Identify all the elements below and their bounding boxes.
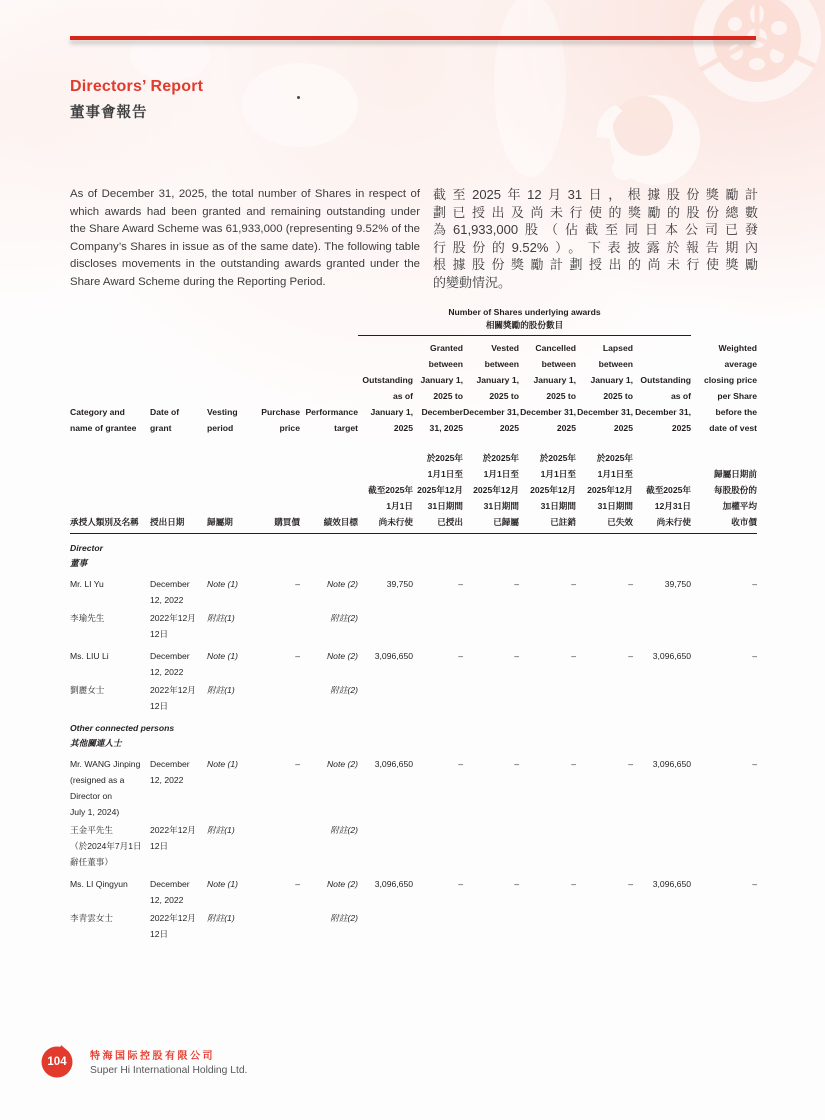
company-name-en: Super Hi International Holding Ltd. xyxy=(90,1064,248,1076)
intro-paragraph-zh xyxy=(433,186,758,291)
table-cell xyxy=(413,908,463,942)
grantee-row-en xyxy=(70,750,757,820)
company-name-zh: 特海国际控股有限公司 xyxy=(90,1050,215,1062)
header-rule xyxy=(70,36,756,40)
value-cell: – xyxy=(628,651,633,661)
purchase-price: – xyxy=(295,651,300,661)
performance-target: Note (2) xyxy=(326,879,358,889)
table-cell xyxy=(691,820,757,870)
paragraph-line: discloses movements in the outstanding awards granted under the xyxy=(70,258,420,270)
value-cell: – xyxy=(514,879,519,889)
span-header-en: Number of Shares underlying awards xyxy=(448,307,601,317)
performance-target: Note (2) xyxy=(326,579,358,589)
paragraph-line: 截至2025年12月31日，根據股份獎勵計 xyxy=(433,187,758,202)
col-header-purchase-price: Purchase price 購買價 xyxy=(248,336,300,534)
value-cell: – xyxy=(752,651,757,661)
span-header xyxy=(358,306,691,336)
table-cell xyxy=(463,820,519,870)
vesting-period-zh: 附註(1) xyxy=(207,685,235,695)
value-cell: – xyxy=(628,759,633,769)
table-cell xyxy=(519,680,576,714)
table-cell xyxy=(691,608,757,642)
value-cell: – xyxy=(571,759,576,769)
table-cell xyxy=(358,908,413,942)
date-of-grant-zh: 2022年12月 12日 xyxy=(150,825,196,851)
grantee-name: Ms. LI Qingyun xyxy=(70,879,128,889)
paragraph-line: 為61,933,000股（佔截至同日本公司已發 xyxy=(433,222,758,237)
table-cell xyxy=(463,680,519,714)
awards-table xyxy=(70,306,757,942)
company-block xyxy=(90,1047,247,1076)
paragraph-line: the Share Award Scheme was 61,933,000 (representing 9.52% of the xyxy=(70,223,420,235)
vesting-period: Note (1) xyxy=(207,759,239,769)
table-cell xyxy=(576,608,633,642)
grantee-name-zh: 李青雲女士 xyxy=(70,913,113,923)
purchase-price: – xyxy=(295,579,300,589)
table-cell xyxy=(248,908,300,942)
date-of-grant: December 12, 2022 xyxy=(150,651,190,677)
value-cell: 3,096,650 xyxy=(374,759,413,769)
value-cell: – xyxy=(571,879,576,889)
paragraph-line: which awards had been granted and remaining outstanding under xyxy=(70,205,420,218)
grantee-row-en xyxy=(70,642,757,680)
span-header-zh: 相關獎勵的股份數目 xyxy=(485,320,564,330)
grantee-row-zh xyxy=(70,680,757,714)
date-of-grant: December 12, 2022 xyxy=(150,759,190,785)
paragraph-line: 行股份的9.52%）。下表披露於報告期內 xyxy=(433,239,758,255)
vesting-period-zh: 附註(1) xyxy=(207,913,235,923)
section-row xyxy=(70,534,757,571)
performance-target: Note (2) xyxy=(326,651,358,661)
title-block xyxy=(70,78,203,122)
value-cell: 3,096,650 xyxy=(374,651,413,661)
grantee-name: Ms. LIU Li xyxy=(70,651,109,661)
paragraph-line: 劃已授出及尚未行使的獎勵的股份總數 xyxy=(433,204,758,220)
table-cell xyxy=(633,680,691,714)
page-title-zh: 董事會報告 xyxy=(70,105,148,121)
page-footer xyxy=(40,1044,247,1078)
paragraph-line: Share Award Scheme during the Reporting Period. xyxy=(70,275,326,288)
vesting-period: Note (1) xyxy=(207,579,239,589)
value-cell: – xyxy=(458,651,463,661)
value-cell: – xyxy=(458,579,463,589)
table-cell xyxy=(519,608,576,642)
table-cell xyxy=(358,680,413,714)
paragraph-line: As of December 31, 2025, the total number of Shares in respect of xyxy=(70,188,420,200)
value-cell: – xyxy=(571,651,576,661)
col-header-cancelled: Cancelled between January 1, 2025 to December 31, 2025 於2025年 1月1日至 2025年12月 31日期間 已註銷 xyxy=(519,336,576,534)
value-cell: – xyxy=(514,579,519,589)
grantee-name: Mr. LI Yu xyxy=(70,579,104,589)
vesting-period: Note (1) xyxy=(207,879,239,889)
col-header-outstanding-dec31: Outstanding as of December 31, 2025 截至2025年 12月31日 尚未行使 xyxy=(633,336,691,534)
col-header-weighted-avg-price: Weighted average closing price per Share before the date of vest 歸屬日期前 每股股份的 加權平均 收市價 xyxy=(691,336,757,534)
page-title-en: Directors’ Report xyxy=(70,78,204,95)
stray-dot xyxy=(297,96,300,99)
grantee-row-en xyxy=(70,570,757,608)
value-cell: – xyxy=(514,759,519,769)
col-header-granted: Granted between January 1, 2025 to December 31, 2025 於2025年 1月1日至 2025年12月 31日期間 已授出 xyxy=(413,336,463,534)
tomato-slice-icon xyxy=(693,0,821,102)
date-of-grant: December 12, 2022 xyxy=(150,879,190,905)
col-header-vested: Vested between January 1, 2025 to December 31, 2025 於2025年 1月1日至 2025年12月 31日期間 已歸屬 xyxy=(463,336,519,534)
col-header-category: Category and name of grantee 承授人類別及名稱 xyxy=(70,336,150,534)
table-cell xyxy=(519,820,576,870)
grantee-row-en xyxy=(70,870,757,908)
table-cell xyxy=(463,908,519,942)
value-cell: – xyxy=(458,759,463,769)
section-label: Director 董事 xyxy=(70,543,103,568)
table-cell xyxy=(413,608,463,642)
value-cell: – xyxy=(458,879,463,889)
watermark-blob xyxy=(242,63,358,147)
paragraph-line: 的變動情況。 xyxy=(433,274,512,290)
watermark-blob xyxy=(494,0,566,177)
column-header-row xyxy=(70,336,757,534)
page-number-badge xyxy=(40,1044,74,1078)
span-header-row xyxy=(70,306,757,336)
section-label: Other connected persons 其他關連人士 xyxy=(70,723,175,748)
performance-target: Note (2) xyxy=(326,759,358,769)
value-cell: – xyxy=(628,879,633,889)
date-of-grant-zh: 2022年12月 12日 xyxy=(150,913,196,939)
grantee-name: Mr. WANG Jinping (resigned as a Director on July 1, 2024) xyxy=(70,759,141,817)
purchase-price: – xyxy=(295,759,300,769)
table-cell xyxy=(519,908,576,942)
performance-target-zh: 附註(2) xyxy=(330,613,358,623)
date-of-grant-zh: 2022年12月 12日 xyxy=(150,613,196,639)
table-cell xyxy=(633,908,691,942)
span-header-spacer xyxy=(70,306,358,336)
vesting-period-zh: 附註(1) xyxy=(207,613,235,623)
table-cell xyxy=(691,908,757,942)
vesting-period: Note (1) xyxy=(207,651,239,661)
grantee-row-zh xyxy=(70,908,757,942)
table-cell xyxy=(413,820,463,870)
paragraph-line: Company’s Shares in issue as of the same date). The following table xyxy=(70,240,420,253)
table-cell xyxy=(248,820,300,870)
value-cell: 3,096,650 xyxy=(652,879,691,889)
span-header-spacer xyxy=(691,306,757,336)
intro-section xyxy=(70,186,758,291)
table-cell xyxy=(576,680,633,714)
date-of-grant: December 12, 2022 xyxy=(150,579,190,605)
value-cell: – xyxy=(514,651,519,661)
table-cell xyxy=(248,680,300,714)
table-cell xyxy=(576,908,633,942)
performance-target-zh: 附註(2) xyxy=(330,913,358,923)
value-cell: – xyxy=(628,579,633,589)
paragraph-line: 根據股份獎勵計劃授出的尚未行使獎勵 xyxy=(433,257,758,272)
value-cell: 3,096,650 xyxy=(652,759,691,769)
value-cell: 3,096,650 xyxy=(374,879,413,889)
table-cell xyxy=(248,608,300,642)
section-row xyxy=(70,714,757,750)
value-cell: 39,750 xyxy=(386,579,413,589)
table-cell xyxy=(633,608,691,642)
grantee-row-zh xyxy=(70,820,757,870)
vesting-period-zh: 附註(1) xyxy=(207,825,235,835)
intro-paragraph-en xyxy=(70,186,420,291)
table-cell xyxy=(576,820,633,870)
grantee-name-zh: 王金平先生 （於2024年7月1日 辭任董事） xyxy=(70,825,142,867)
value-cell: 3,096,650 xyxy=(652,651,691,661)
grantee-row-zh xyxy=(70,608,757,642)
performance-target-zh: 附註(2) xyxy=(330,825,358,835)
table-cell xyxy=(413,680,463,714)
table-cell xyxy=(691,680,757,714)
table-cell xyxy=(463,608,519,642)
value-cell: – xyxy=(752,579,757,589)
value-cell: – xyxy=(571,579,576,589)
col-header-performance-target: Performance target 績效目標 xyxy=(300,336,358,534)
table-cell xyxy=(358,820,413,870)
grantee-name-zh: 李瑜先生 xyxy=(70,613,105,623)
col-header-vesting-period: Vesting period 歸屬期 xyxy=(207,336,248,534)
col-header-date-of-grant: Date of grant 授出日期 xyxy=(150,336,207,534)
purchase-price: – xyxy=(295,879,300,889)
value-cell: – xyxy=(752,759,757,769)
awards-table-wrap xyxy=(70,306,757,942)
col-header-outstanding-jan1: Outstanding as of January 1, 2025 截至2025年 1月1日 尚未行使 xyxy=(358,336,413,534)
page-number: 104 xyxy=(47,1056,67,1068)
date-of-grant-zh: 2022年12月 12日 xyxy=(150,685,196,711)
value-cell: 39,750 xyxy=(664,579,691,589)
value-cell: – xyxy=(752,879,757,889)
table-cell xyxy=(633,820,691,870)
shrimp-icon xyxy=(597,95,700,185)
performance-target-zh: 附註(2) xyxy=(330,685,358,695)
table-cell xyxy=(358,608,413,642)
grantee-name-zh: 劉麗女士 xyxy=(70,685,105,695)
col-header-lapsed: Lapsed between January 1, 2025 to December 31, 2025 於2025年 1月1日至 2025年12月 31日期間 已失效 xyxy=(576,336,633,534)
